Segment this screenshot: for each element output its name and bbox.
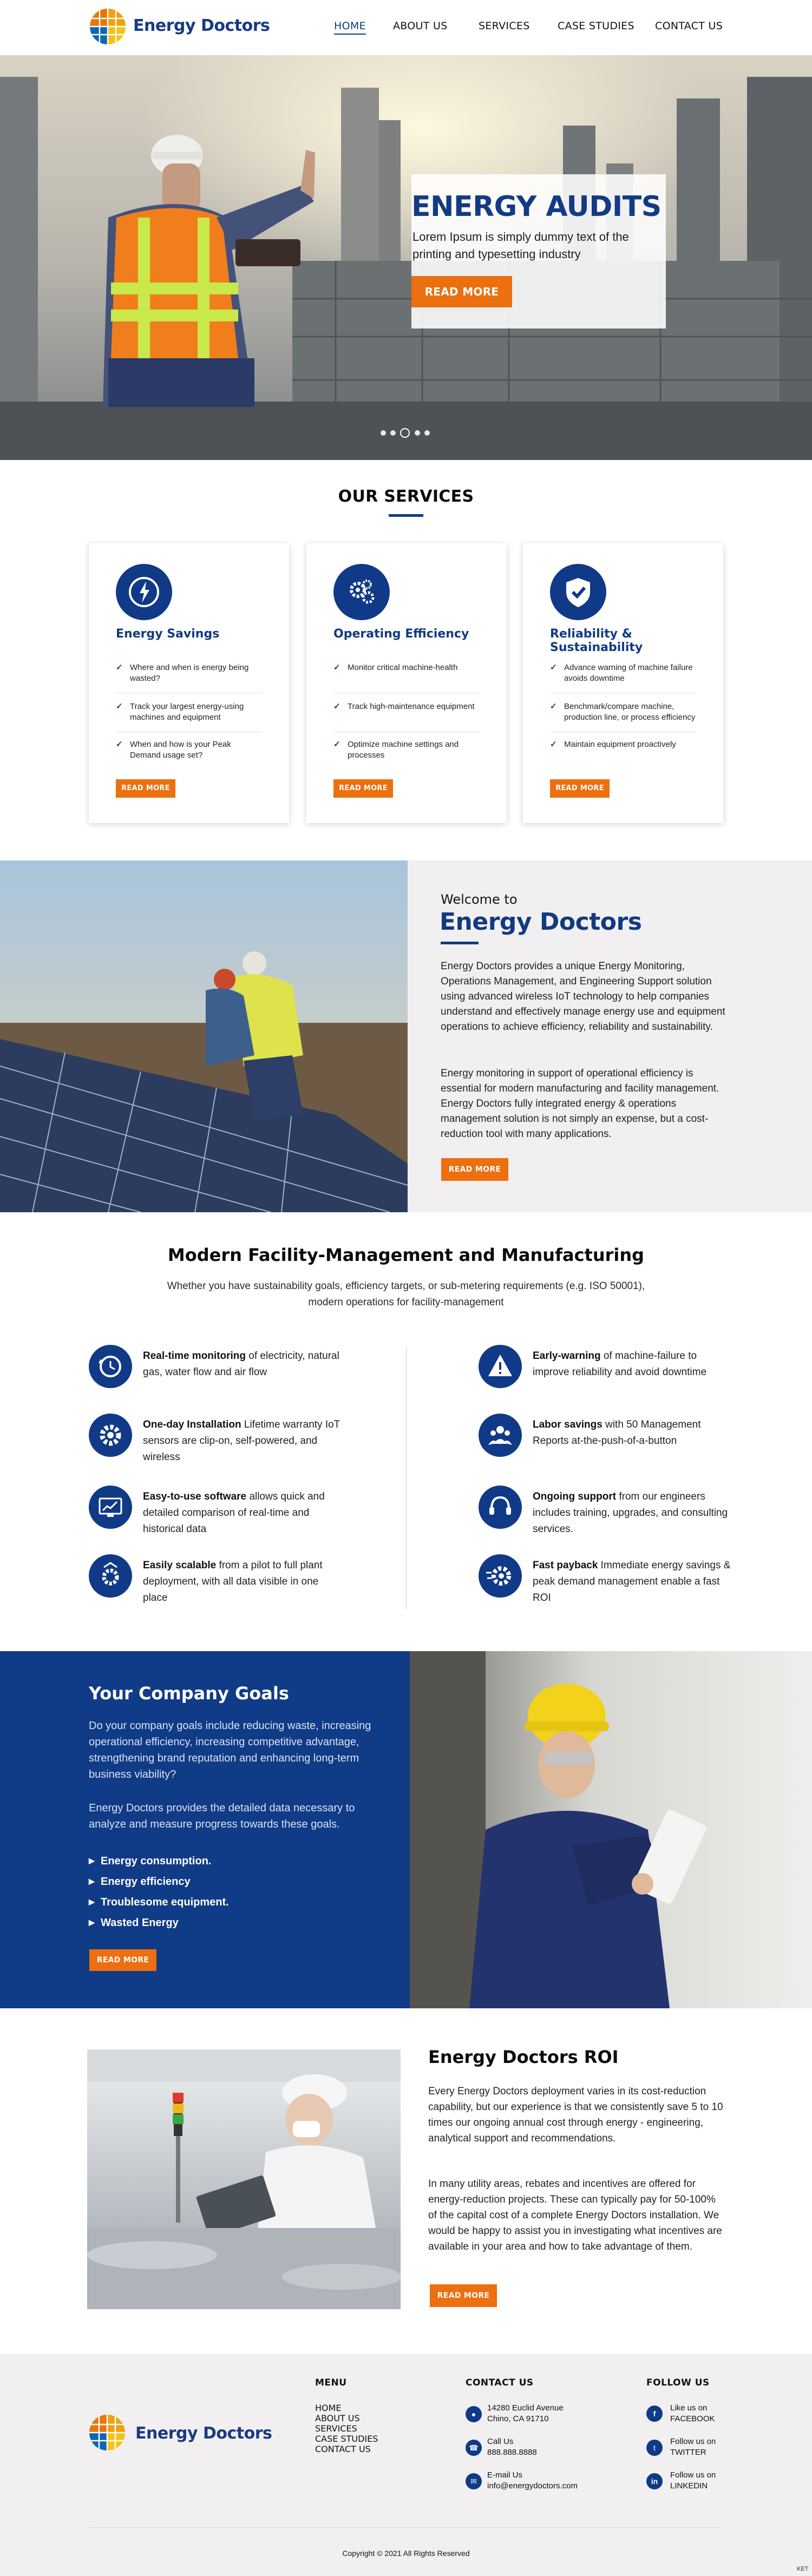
nav-case-studies[interactable]: CASE STUDIES — [558, 20, 634, 32]
goals-item: ▶ Troublesome equipment. — [89, 1896, 229, 1908]
services-title-underline — [389, 514, 423, 517]
fast-gear-icon — [479, 1554, 522, 1598]
phone-icon: ☎ — [466, 2440, 482, 2456]
footer-link-about-us[interactable]: ABOUT US — [315, 2413, 360, 2423]
lab-worker-photo — [87, 2049, 401, 2309]
footer-phone[interactable]: Call Us 888.888.8888 — [487, 2437, 537, 2457]
logo-text[interactable]: Energy Doctors — [133, 16, 270, 35]
modern-section-subtitle: Whether you have sustainability goals, efficiency targets, or sub-metering requirements (e.g. ISO 50001), modern operations for facility-management — [167, 1280, 645, 1308]
card-title: Energy Savings — [116, 627, 220, 641]
feature-text: Real-time monitoring of electricity, natural gas, water flow and air flow — [143, 1350, 339, 1378]
services-title: OUR SERVICES — [338, 487, 474, 506]
linkedin-icon[interactable]: in — [646, 2473, 663, 2489]
footer-social-linkedin[interactable]: Follow us on LINKEDIN — [670, 2470, 716, 2490]
feature-divider — [406, 1346, 407, 1609]
card-read-more-button[interactable]: READ MORE — [333, 779, 393, 798]
card-title: Reliability & Sustainability — [550, 627, 643, 654]
copyright-text: Copyright © 2021 All Rights Reserved — [342, 2549, 470, 2558]
logo-globe-icon[interactable] — [89, 8, 127, 45]
feature-text: Easily scalable from a pilot to full plant deployment, with all data visible in one place — [143, 1560, 323, 1604]
footer-divider — [89, 2527, 723, 2528]
facebook-icon[interactable]: f — [646, 2406, 663, 2422]
card-item: ✓ Track your largest energy-using machines and equipment — [116, 702, 244, 722]
map-pin-icon: ● — [466, 2406, 482, 2422]
slider-dot-2[interactable] — [390, 430, 396, 436]
check-icon: ✓ — [550, 702, 557, 711]
feature-labor-savings — [479, 1414, 733, 1468]
feature-text: Easy-to-use software allows quick and detailed comparison of real-time and historical data — [143, 1491, 325, 1535]
gears-icon — [333, 564, 390, 620]
footer-email[interactable]: E-mail Us info@energydoctors.com — [487, 2470, 578, 2490]
hero-read-more-button[interactable]: READ MORE — [411, 276, 512, 307]
footer-social-facebook[interactable]: Like us on FACEBOOK — [670, 2403, 715, 2423]
welcome-paragraph-1: Energy Doctors provides a unique Energy Monitoring, Operations Management, and Engineering Support solution using advanced wireless IoT technology to help companies understand and effectively manage energy use and equipment operations to achieve efficiency, reliability and sustainability. — [441, 961, 725, 1033]
card-read-more-button[interactable]: READ MORE — [550, 779, 610, 798]
nav-about-us[interactable]: ABOUT US — [393, 20, 448, 32]
feature-text: Fast payback Immediate energy savings & peak demand management enable a fast ROI — [533, 1560, 731, 1604]
caret-right-icon: ▶ — [89, 1856, 95, 1865]
corner-mark: KET — [797, 2566, 809, 2572]
service-card-reliability — [523, 543, 723, 823]
check-icon: ✓ — [333, 740, 340, 749]
goals-item: ▶ Energy consumption. — [89, 1855, 212, 1867]
service-card-energy-savings — [89, 543, 289, 823]
card-item: ✓ Advance warning of machine failure avoids downtime — [550, 663, 693, 683]
goals-item: ▶ Wasted Energy — [89, 1917, 179, 1929]
feature-ongoing-support — [479, 1486, 733, 1540]
caret-right-icon: ▶ — [89, 1877, 95, 1885]
feature-text: Labor savings with 50 Management Reports at-the-push-of-a-button — [533, 1419, 701, 1447]
twitter-icon[interactable]: t — [646, 2440, 663, 2456]
slider-dot-1[interactable] — [381, 430, 386, 436]
welcome-paragraph-2: Energy monitoring in support of operational efficiency is essential for modern manufacturing and facility management. Energy Doctors fully integrated energy & operations management solution is not simply an expense, but a cost-reduction tool with many applications. — [441, 1068, 719, 1140]
footer-follow-title: FOLLOW US — [646, 2377, 710, 2388]
card-item: ✓ Track high-maintenance equipment — [333, 702, 475, 711]
feature-early-warning — [479, 1345, 733, 1399]
shield-check-icon — [550, 564, 606, 620]
roi-paragraph-2: In many utility areas, rebates and incentives are offered for energy-reduction projects. These can typically pay for 50-100% of the capital cost of a complete Energy Doctors installation. We would be happy to assist you in investigating what incentives are available in your area and how to take advantage of them. — [428, 2178, 722, 2252]
slider-dot-4[interactable] — [415, 430, 420, 436]
email-icon: ✉ — [466, 2473, 482, 2489]
goals-read-more-button[interactable]: READ MORE — [89, 1949, 156, 1971]
welcome-title: Energy Doctors — [440, 908, 642, 936]
feature-fast-payback — [479, 1554, 733, 1608]
card-item: ✓ When and how is your Peak Demand usage set? — [116, 740, 231, 760]
hero-photo-engineer — [0, 55, 812, 460]
check-icon: ✓ — [116, 663, 123, 672]
check-icon: ✓ — [333, 663, 340, 672]
worker-tablet-photo — [410, 1651, 812, 2008]
footer-link-contact-us[interactable]: CONTACT US — [315, 2444, 371, 2454]
feature-easy-to-use-software — [89, 1486, 343, 1540]
card-item: ✓ Monitor critical machine-health — [333, 663, 458, 672]
card-read-more-button[interactable]: READ MORE — [116, 779, 175, 798]
footer-social-twitter[interactable]: Follow us on TWITTER — [670, 2437, 716, 2457]
monitor-chart-icon — [89, 1486, 132, 1529]
feature-real-time-monitoring — [89, 1345, 343, 1399]
gear-icon — [89, 1414, 132, 1457]
service-card-operating-efficiency — [306, 543, 507, 823]
feature-text: Early-warning of machine-failure to improve reliability and avoid downtime — [533, 1350, 707, 1378]
feature-easily-scalable — [89, 1554, 343, 1608]
warning-icon — [479, 1345, 522, 1388]
headset-icon — [479, 1486, 522, 1529]
lightning-gauge-icon — [116, 564, 172, 620]
goals-title: Your Company Goals — [89, 1683, 289, 1704]
goals-item: ▶ Energy efficiency — [89, 1876, 191, 1888]
check-icon: ✓ — [550, 740, 557, 749]
scale-gear-icon — [89, 1554, 132, 1598]
footer-contact-title: CONTACT US — [466, 2377, 534, 2388]
card-title: Operating Efficiency — [333, 627, 469, 641]
caret-right-icon: ▶ — [89, 1897, 95, 1906]
feature-one-day-installation — [89, 1414, 343, 1468]
slider-dot-3-active[interactable] — [400, 428, 410, 438]
footer-link-home[interactable]: HOME — [315, 2403, 342, 2413]
feature-text: Ongoing support from our engineers includes training, upgrades, and consulting services. — [533, 1491, 728, 1535]
footer-link-services[interactable]: SERVICES — [315, 2423, 357, 2434]
welcome-title-underline — [441, 942, 479, 944]
clock-refresh-icon — [89, 1345, 132, 1388]
roi-read-more-button[interactable]: READ MORE — [430, 2284, 497, 2307]
welcome-kicker: Welcome to — [441, 892, 518, 907]
nav-contact-us[interactable]: CONTACT US — [655, 20, 723, 32]
card-item: ✓ Benchmark/compare machine, production line, or process efficiency — [550, 702, 696, 722]
card-item: ✓ Where and when is energy being wasted? — [116, 663, 249, 683]
hero-title: ENERGY AUDITS — [411, 190, 662, 223]
goals-paragraph-2: Energy Doctors provides the detailed data necessary to analyze and measure progress towards these goals. — [89, 1802, 355, 1830]
solar-panel-photo — [0, 860, 408, 1212]
card-item: ✓ Maintain equipment proactively — [550, 740, 676, 749]
footer-address: 14280 Euclid Avenue Chino, CA 91710 — [487, 2403, 564, 2423]
welcome-read-more-button[interactable]: READ MORE — [441, 1158, 508, 1181]
footer-menu-title: MENU — [315, 2377, 347, 2388]
check-icon: ✓ — [116, 740, 123, 749]
caret-right-icon: ▶ — [89, 1918, 95, 1927]
slider-dot-5[interactable] — [424, 430, 430, 436]
modern-section-title: Modern Facility-Management and Manufacturing — [167, 1245, 645, 1265]
footer-logo-text[interactable]: Energy Doctors — [135, 2424, 272, 2443]
footer-logo-globe-icon[interactable] — [88, 2414, 126, 2452]
card-item: ✓ Optimize machine settings and processes — [333, 740, 459, 760]
feature-text: One-day Installation Lifetime warranty IoT sensors are clip-on, self-powered, and wireless — [143, 1419, 340, 1463]
hero-banner — [0, 55, 812, 460]
nav-services[interactable]: SERVICES — [479, 20, 530, 32]
roi-title: Energy Doctors ROI — [428, 2047, 619, 2067]
check-icon: ✓ — [550, 663, 557, 672]
nav-home[interactable]: HOME — [334, 20, 366, 35]
check-icon: ✓ — [116, 702, 123, 711]
roi-paragraph-1: Every Energy Doctors deployment varies in its cost-reduction capability, but our experience is that we consistently save 5 to 10 times our ongoing annual cost through energy - engineering, analytical support and recommendations. — [428, 2086, 723, 2144]
check-icon: ✓ — [333, 702, 340, 711]
goals-paragraph-1: Do your company goals include reducing waste, increasing operational efficiency, increasing competitive advantage, strengthening brand reputation and enhancing long-term business viability? — [89, 1720, 371, 1780]
hero-text: Lorem Ipsum is simply dummy text of the printing and typesetting industry — [412, 230, 629, 261]
footer-link-case-studies[interactable]: CASE STUDIES — [315, 2434, 378, 2444]
team-icon — [479, 1414, 522, 1457]
